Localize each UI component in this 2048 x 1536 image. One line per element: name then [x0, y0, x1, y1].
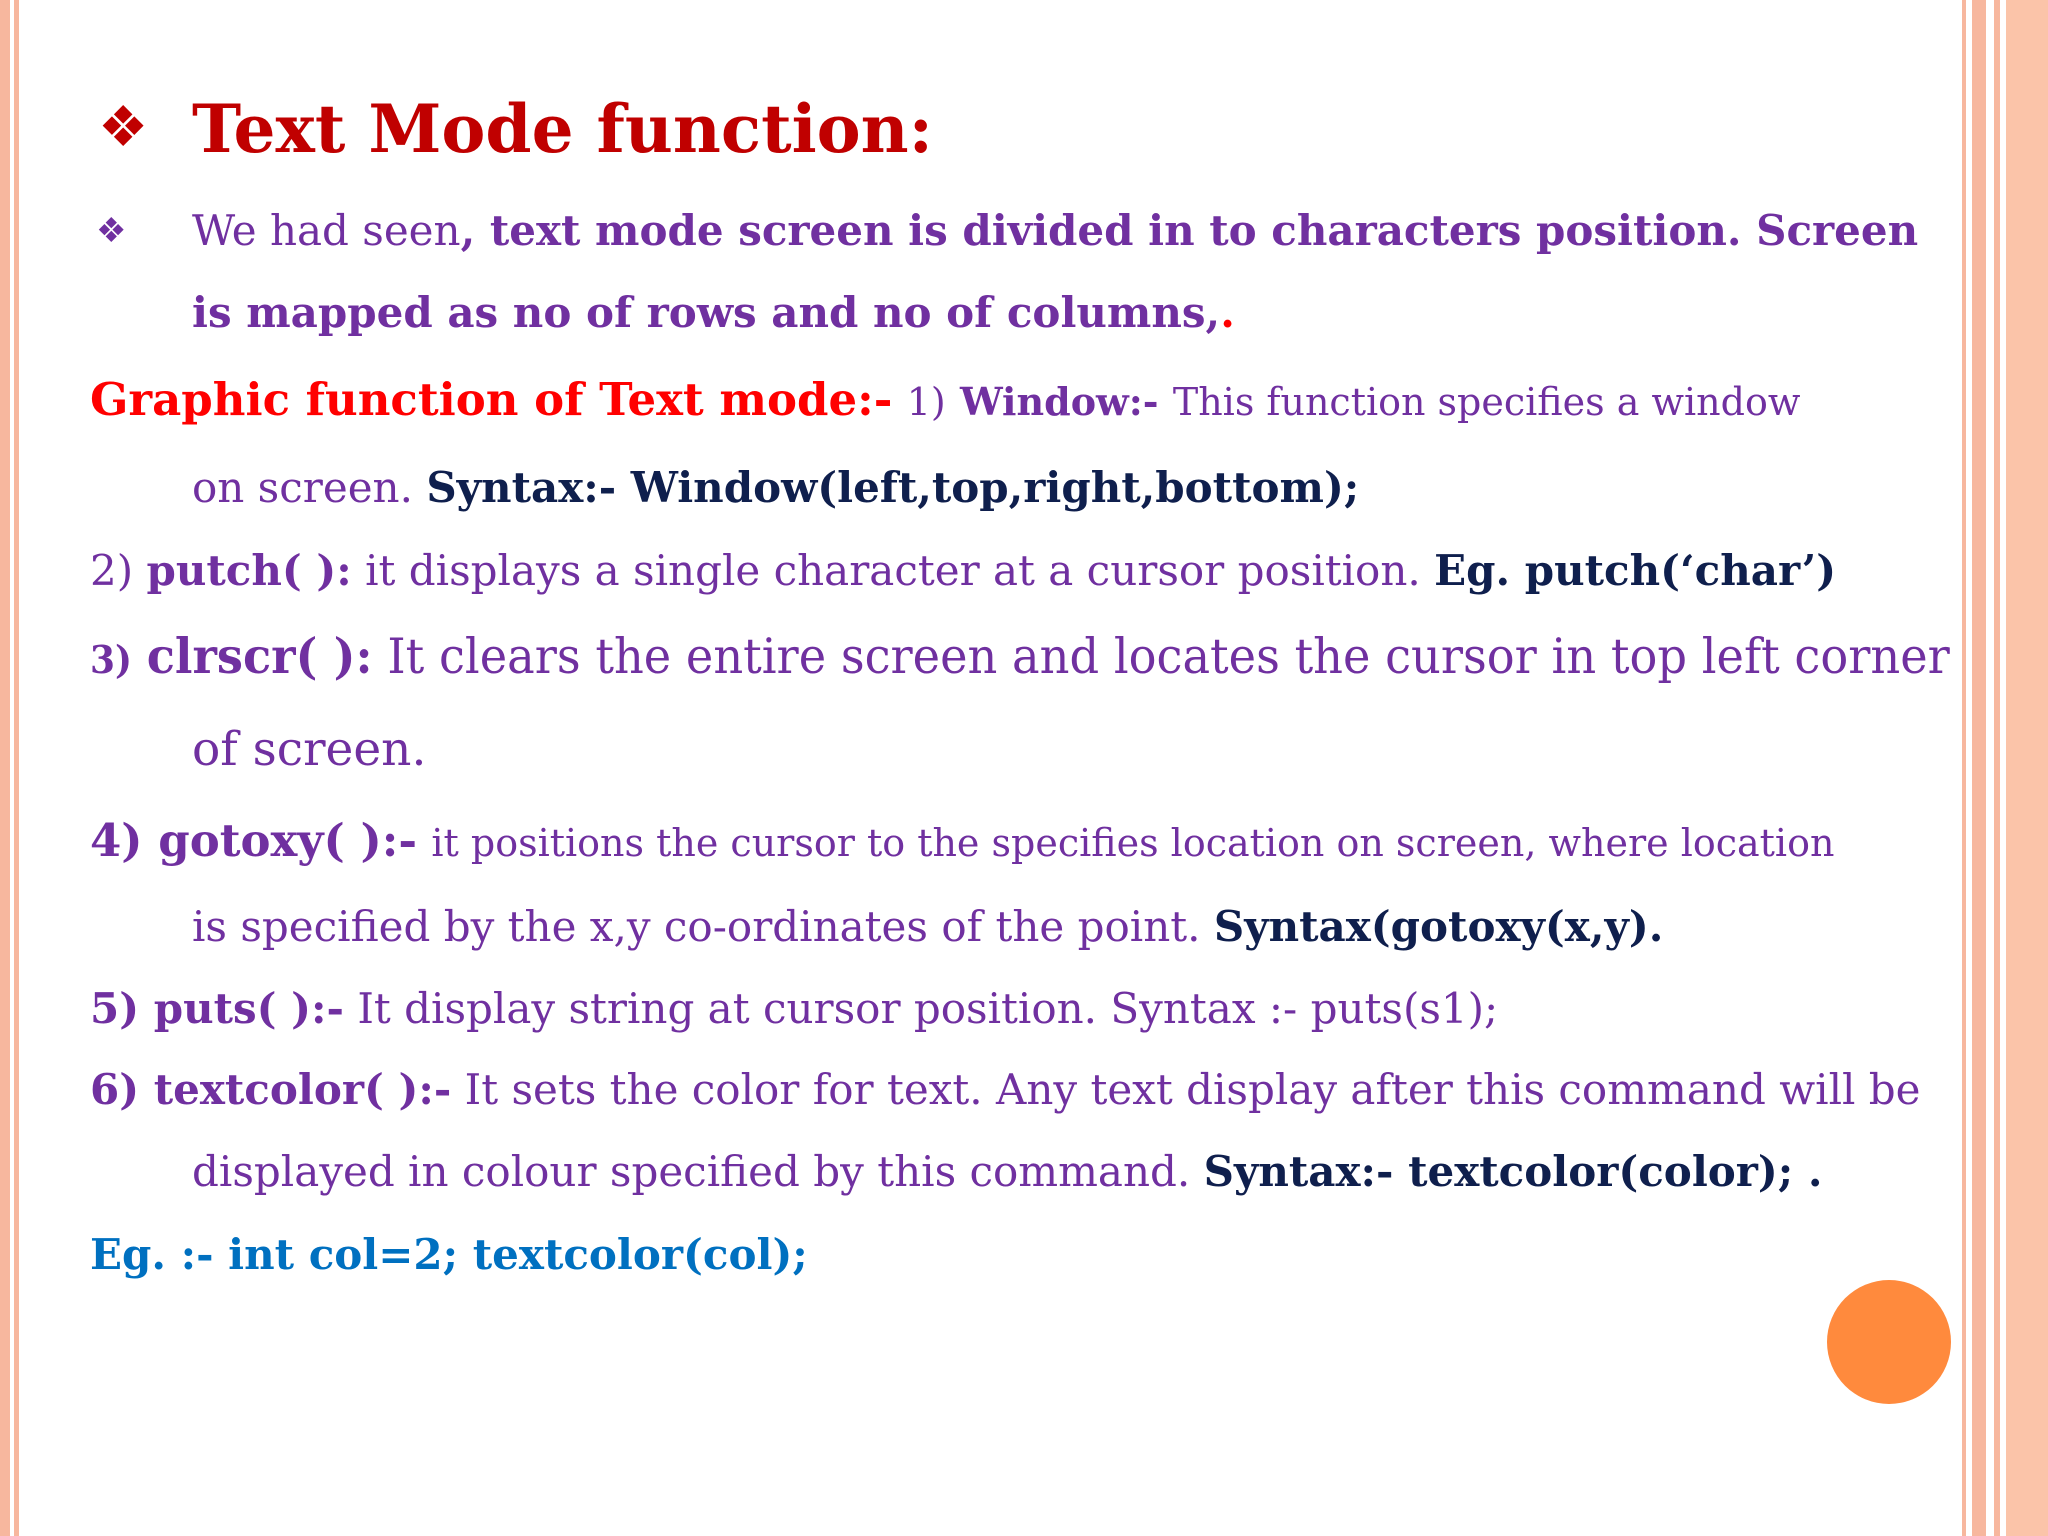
- section-heading: Graphic function of Text mode:-: [90, 373, 893, 426]
- example-code: Eg. :- int col=2; textcolor(col);: [90, 1230, 808, 1279]
- syntax-text: Syntax(gotoxy(x,y).: [1213, 902, 1664, 951]
- intro-bold: , text mode screen is divided in to characters position. Screen: [460, 206, 1919, 255]
- syntax-text: Syntax:- textcolor(color); .: [1203, 1147, 1823, 1196]
- intro-bold-2: is mapped as no of rows and no of columns,: [192, 288, 1221, 337]
- clrscr-item-line-2: of screen.: [192, 722, 427, 777]
- window-item-line-2: [192, 463, 1360, 512]
- function-description: It sets the color for text. Any text display after this command will be: [464, 1065, 1921, 1114]
- gotoxy-item-line-1: [90, 814, 1835, 867]
- function-name: putch( ):: [146, 546, 352, 595]
- intro-line-2: [192, 288, 1235, 337]
- example-text: Eg. putch(‘char’): [1434, 546, 1837, 595]
- clrscr-item-line-1: [90, 627, 1950, 685]
- intro-end-mark: .: [1220, 288, 1235, 337]
- window-item-line-1: [90, 373, 1801, 426]
- function-name: 6) textcolor( ):-: [90, 1065, 452, 1114]
- function-name: Window:-: [960, 379, 1159, 424]
- diamond-bullet-icon: ❖: [96, 211, 127, 251]
- function-description: It display string at cursor position. Syntax :- puts(s1);: [357, 984, 1499, 1033]
- frame-stripe-right: [1994, 0, 2000, 1536]
- intro-lead: We had seen: [192, 206, 461, 255]
- textcolor-item-line-1: [90, 1065, 1921, 1114]
- frame-stripe-right-band: [2006, 0, 2048, 1536]
- function-name: clrscr( ):: [146, 627, 373, 685]
- gotoxy-item-line-2: [192, 902, 1664, 951]
- frame-stripe-right: [1972, 0, 1986, 1536]
- function-description: displayed in colour specified by this command.: [192, 1147, 1191, 1196]
- function-description: on screen.: [192, 463, 413, 512]
- puts-item: [90, 984, 1499, 1033]
- textcolor-item-line-2: [192, 1147, 1823, 1196]
- function-description: is specified by the x,y co-ordinates of the point.: [192, 902, 1201, 951]
- putch-item: [90, 546, 1837, 595]
- slide-title: Text Mode function:: [192, 90, 934, 168]
- function-description: it positions the cursor to the specifies location on screen, where location: [431, 821, 1835, 865]
- frame-stripe-right: [1962, 0, 1966, 1536]
- function-description: This function specifies a window: [1172, 380, 1801, 424]
- function-description: It clears the entire screen and locates the cursor in top left corner: [387, 628, 1950, 685]
- syntax-text: Syntax:- Window(left,top,right,bottom);: [426, 463, 1360, 512]
- function-description: it displays a single character at a cursor position.: [365, 546, 1421, 595]
- item-number: 1): [906, 380, 946, 424]
- intro-line-1: [192, 206, 1919, 255]
- item-number: 3): [90, 637, 132, 682]
- diamond-bullet-icon: ❖: [98, 95, 149, 160]
- function-name: 4) gotoxy( ):-: [90, 814, 418, 867]
- function-name: 5) puts( ):-: [90, 984, 344, 1033]
- item-number: 2): [90, 546, 134, 595]
